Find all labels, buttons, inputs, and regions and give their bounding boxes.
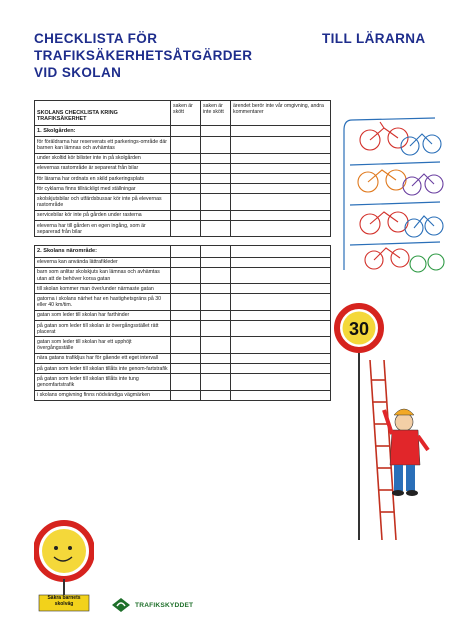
table-row — [35, 284, 331, 294]
checkbox-cell[interactable] — [201, 137, 231, 153]
checkbox-cell[interactable] — [171, 210, 201, 220]
speed-limit-value: 30 — [348, 319, 370, 339]
checkbox-cell[interactable] — [201, 257, 231, 267]
comment-cell[interactable] — [231, 194, 331, 210]
table-row — [35, 153, 331, 163]
table-row — [35, 294, 331, 310]
checkbox-cell[interactable] — [201, 390, 231, 400]
audience-title: TILL LÄRARNA — [322, 31, 426, 46]
col-header-not-done: saken är inte skött — [201, 101, 231, 126]
checkbox-cell[interactable] — [171, 174, 201, 184]
checklist-item: eleverna har till gården en egen ingång, som är separerad från bilar — [35, 221, 171, 237]
comment-cell[interactable] — [231, 163, 331, 173]
checkbox-cell[interactable] — [201, 153, 231, 163]
child-figure-icon — [384, 409, 428, 496]
checkbox-cell[interactable] — [201, 194, 231, 210]
checkbox-cell[interactable] — [171, 126, 201, 137]
checklist-item: på gatan som leder till skolan är övergångsstället rätt placerat — [35, 321, 171, 337]
table-row — [35, 210, 331, 220]
checklist-item: gatorna i skolans närhet har en hastighetsgräns på 30 eller 40 km/tim. — [35, 294, 171, 310]
checkbox-cell[interactable] — [171, 153, 201, 163]
comment-cell[interactable] — [231, 353, 331, 363]
checklist-item: till skolan kommer man över/under närmaste gatan — [35, 284, 171, 294]
comment-cell[interactable] — [231, 246, 331, 257]
checkbox-cell[interactable] — [201, 310, 231, 320]
checklist-item: för cyklarna finns tillräckligt med ställningar — [35, 184, 171, 194]
checklist-item: barn som anlitar skolskjuts kan lämnas och avhämtas utan att de behöver korsa gatan — [35, 267, 171, 283]
checkbox-cell[interactable] — [201, 337, 231, 353]
comment-cell[interactable] — [231, 174, 331, 184]
checklist-item: för lärarna har ordnats en skild parkeringsplats — [35, 174, 171, 184]
page-title — [34, 30, 252, 81]
section-1-header — [35, 126, 331, 137]
checkbox-cell[interactable] — [171, 284, 201, 294]
table-row — [35, 184, 331, 194]
section-2-header — [35, 246, 331, 257]
comment-cell[interactable] — [231, 294, 331, 310]
trafikskyddet-logo — [110, 597, 193, 613]
checklist-item: servicebilar kör inte på gården under rasterna — [35, 210, 171, 220]
title-line-2: TRAFIKSÄKERHETSÅTGÄRDER — [34, 48, 253, 63]
checkbox-cell[interactable] — [171, 321, 201, 337]
section-2-title: 2. Skolans närområde: — [35, 246, 171, 257]
table-row — [35, 137, 331, 153]
checkbox-cell[interactable] — [201, 163, 231, 173]
badge-caption: Säkra barnets skolväg — [47, 595, 81, 607]
comment-cell[interactable] — [231, 310, 331, 320]
checkbox-cell[interactable] — [201, 294, 231, 310]
table-row — [35, 194, 331, 210]
checkbox-cell[interactable] — [171, 390, 201, 400]
speed-limit-sign-icon — [337, 306, 381, 350]
checkbox-cell[interactable] — [171, 246, 201, 257]
comment-cell[interactable] — [231, 257, 331, 267]
checkbox-cell[interactable] — [171, 364, 201, 374]
child-face-icon — [42, 529, 86, 573]
comment-cell[interactable] — [231, 210, 331, 220]
table-row — [35, 364, 331, 374]
checkbox-cell[interactable] — [201, 174, 231, 184]
table-row — [35, 163, 331, 173]
comment-cell[interactable] — [231, 126, 331, 137]
checklist-item: elevernas rastområde är separerat från bilar — [35, 163, 171, 173]
comment-cell[interactable] — [231, 153, 331, 163]
checkbox-cell[interactable] — [171, 163, 201, 173]
checklist-item: skolskjutsbilar och utfärdsbussar kör inte på elevernas rastområde — [35, 194, 171, 210]
checkbox-cell[interactable] — [201, 353, 231, 363]
checkbox-cell[interactable] — [201, 126, 231, 137]
table-row — [35, 390, 331, 400]
checkbox-cell[interactable] — [171, 221, 201, 237]
checkbox-cell[interactable] — [171, 194, 201, 210]
checklist-item: gatan som leder till skolan har farthinder — [35, 310, 171, 320]
checkbox-cell[interactable] — [171, 310, 201, 320]
col-header-comments: ärendet berör inte vår omgivning, andra kommentarer — [231, 101, 331, 126]
checkbox-cell[interactable] — [171, 137, 201, 153]
checkbox-cell[interactable] — [201, 267, 231, 283]
checklist-item: i skolans omgivning finns nödvändiga vägmärken — [35, 390, 171, 400]
comment-cell[interactable] — [231, 267, 331, 283]
checkbox-cell[interactable] — [201, 321, 231, 337]
trafikskyddet-logo-icon — [110, 597, 132, 613]
checkbox-cell[interactable] — [201, 246, 231, 257]
checkbox-cell[interactable] — [171, 337, 201, 353]
comment-cell[interactable] — [231, 374, 331, 390]
section-1-title: 1. Skolgården: — [35, 126, 171, 137]
table-row — [35, 353, 331, 363]
table-row — [35, 337, 331, 353]
comment-cell[interactable] — [231, 337, 331, 353]
checkbox-cell[interactable] — [201, 364, 231, 374]
checkbox-cell[interactable] — [201, 284, 231, 294]
checklist-item: eleverna kan använda lättrafikleder — [35, 257, 171, 267]
checkbox-cell[interactable] — [171, 294, 201, 310]
checklist-table — [34, 100, 331, 401]
checkbox-cell[interactable] — [201, 210, 231, 220]
title-line-1: CHECKLISTA FÖR — [34, 31, 158, 46]
bike-rack-icon — [344, 118, 440, 270]
table-row — [35, 174, 331, 184]
logo-text: TRAFIKSKYDDET — [135, 601, 194, 609]
checklist-item: gatan som leder till skolan har ett upphöjt övergångsställe — [35, 337, 171, 353]
checklist-item: på gatan som leder till skolan tillåts inte tung genomfartstrafik — [35, 374, 171, 390]
comment-cell[interactable] — [231, 321, 331, 337]
comment-cell[interactable] — [231, 184, 331, 194]
table-row — [35, 267, 331, 283]
title-line-3: VID SKOLAN — [34, 65, 122, 80]
comment-cell[interactable] — [231, 390, 331, 400]
checkbox-cell[interactable] — [171, 374, 201, 390]
checkbox-cell[interactable] — [201, 184, 231, 194]
table-header-row — [35, 101, 331, 126]
checkbox-cell[interactable] — [171, 267, 201, 283]
comment-cell[interactable] — [231, 284, 331, 294]
bikes-ladder-illustration — [330, 110, 452, 540]
comment-cell[interactable] — [231, 137, 331, 153]
table-row — [35, 310, 331, 320]
comment-cell[interactable] — [231, 364, 331, 374]
checkbox-cell[interactable] — [171, 257, 201, 267]
comment-cell[interactable] — [231, 221, 331, 237]
checklist-item: för föräldrarna har reserverats ett parkerings-område där barnen kan lämnas och avhämtas — [35, 137, 171, 153]
checkbox-cell[interactable] — [171, 184, 201, 194]
table-row — [35, 257, 331, 267]
table-row — [35, 221, 331, 237]
checklist-item: under skoltid kör bilister inte in på skolgården — [35, 153, 171, 163]
checkbox-cell[interactable] — [201, 374, 231, 390]
checkbox-cell[interactable] — [201, 221, 231, 237]
checkbox-cell[interactable] — [171, 353, 201, 363]
table-row — [35, 374, 331, 390]
checklist-item: nära gatans trafikljus har för gående ett eget intervall — [35, 353, 171, 363]
checklist-item: på gatan som leder till skolan tillåts inte genom-fartstrafik — [35, 364, 171, 374]
table-header-main: SKOLANS CHECKLISTA KRING TRAFIKSÄKERHET — [35, 101, 171, 126]
col-header-done: saken är skött — [171, 101, 201, 126]
table-row — [35, 321, 331, 337]
section-spacer — [35, 237, 331, 246]
